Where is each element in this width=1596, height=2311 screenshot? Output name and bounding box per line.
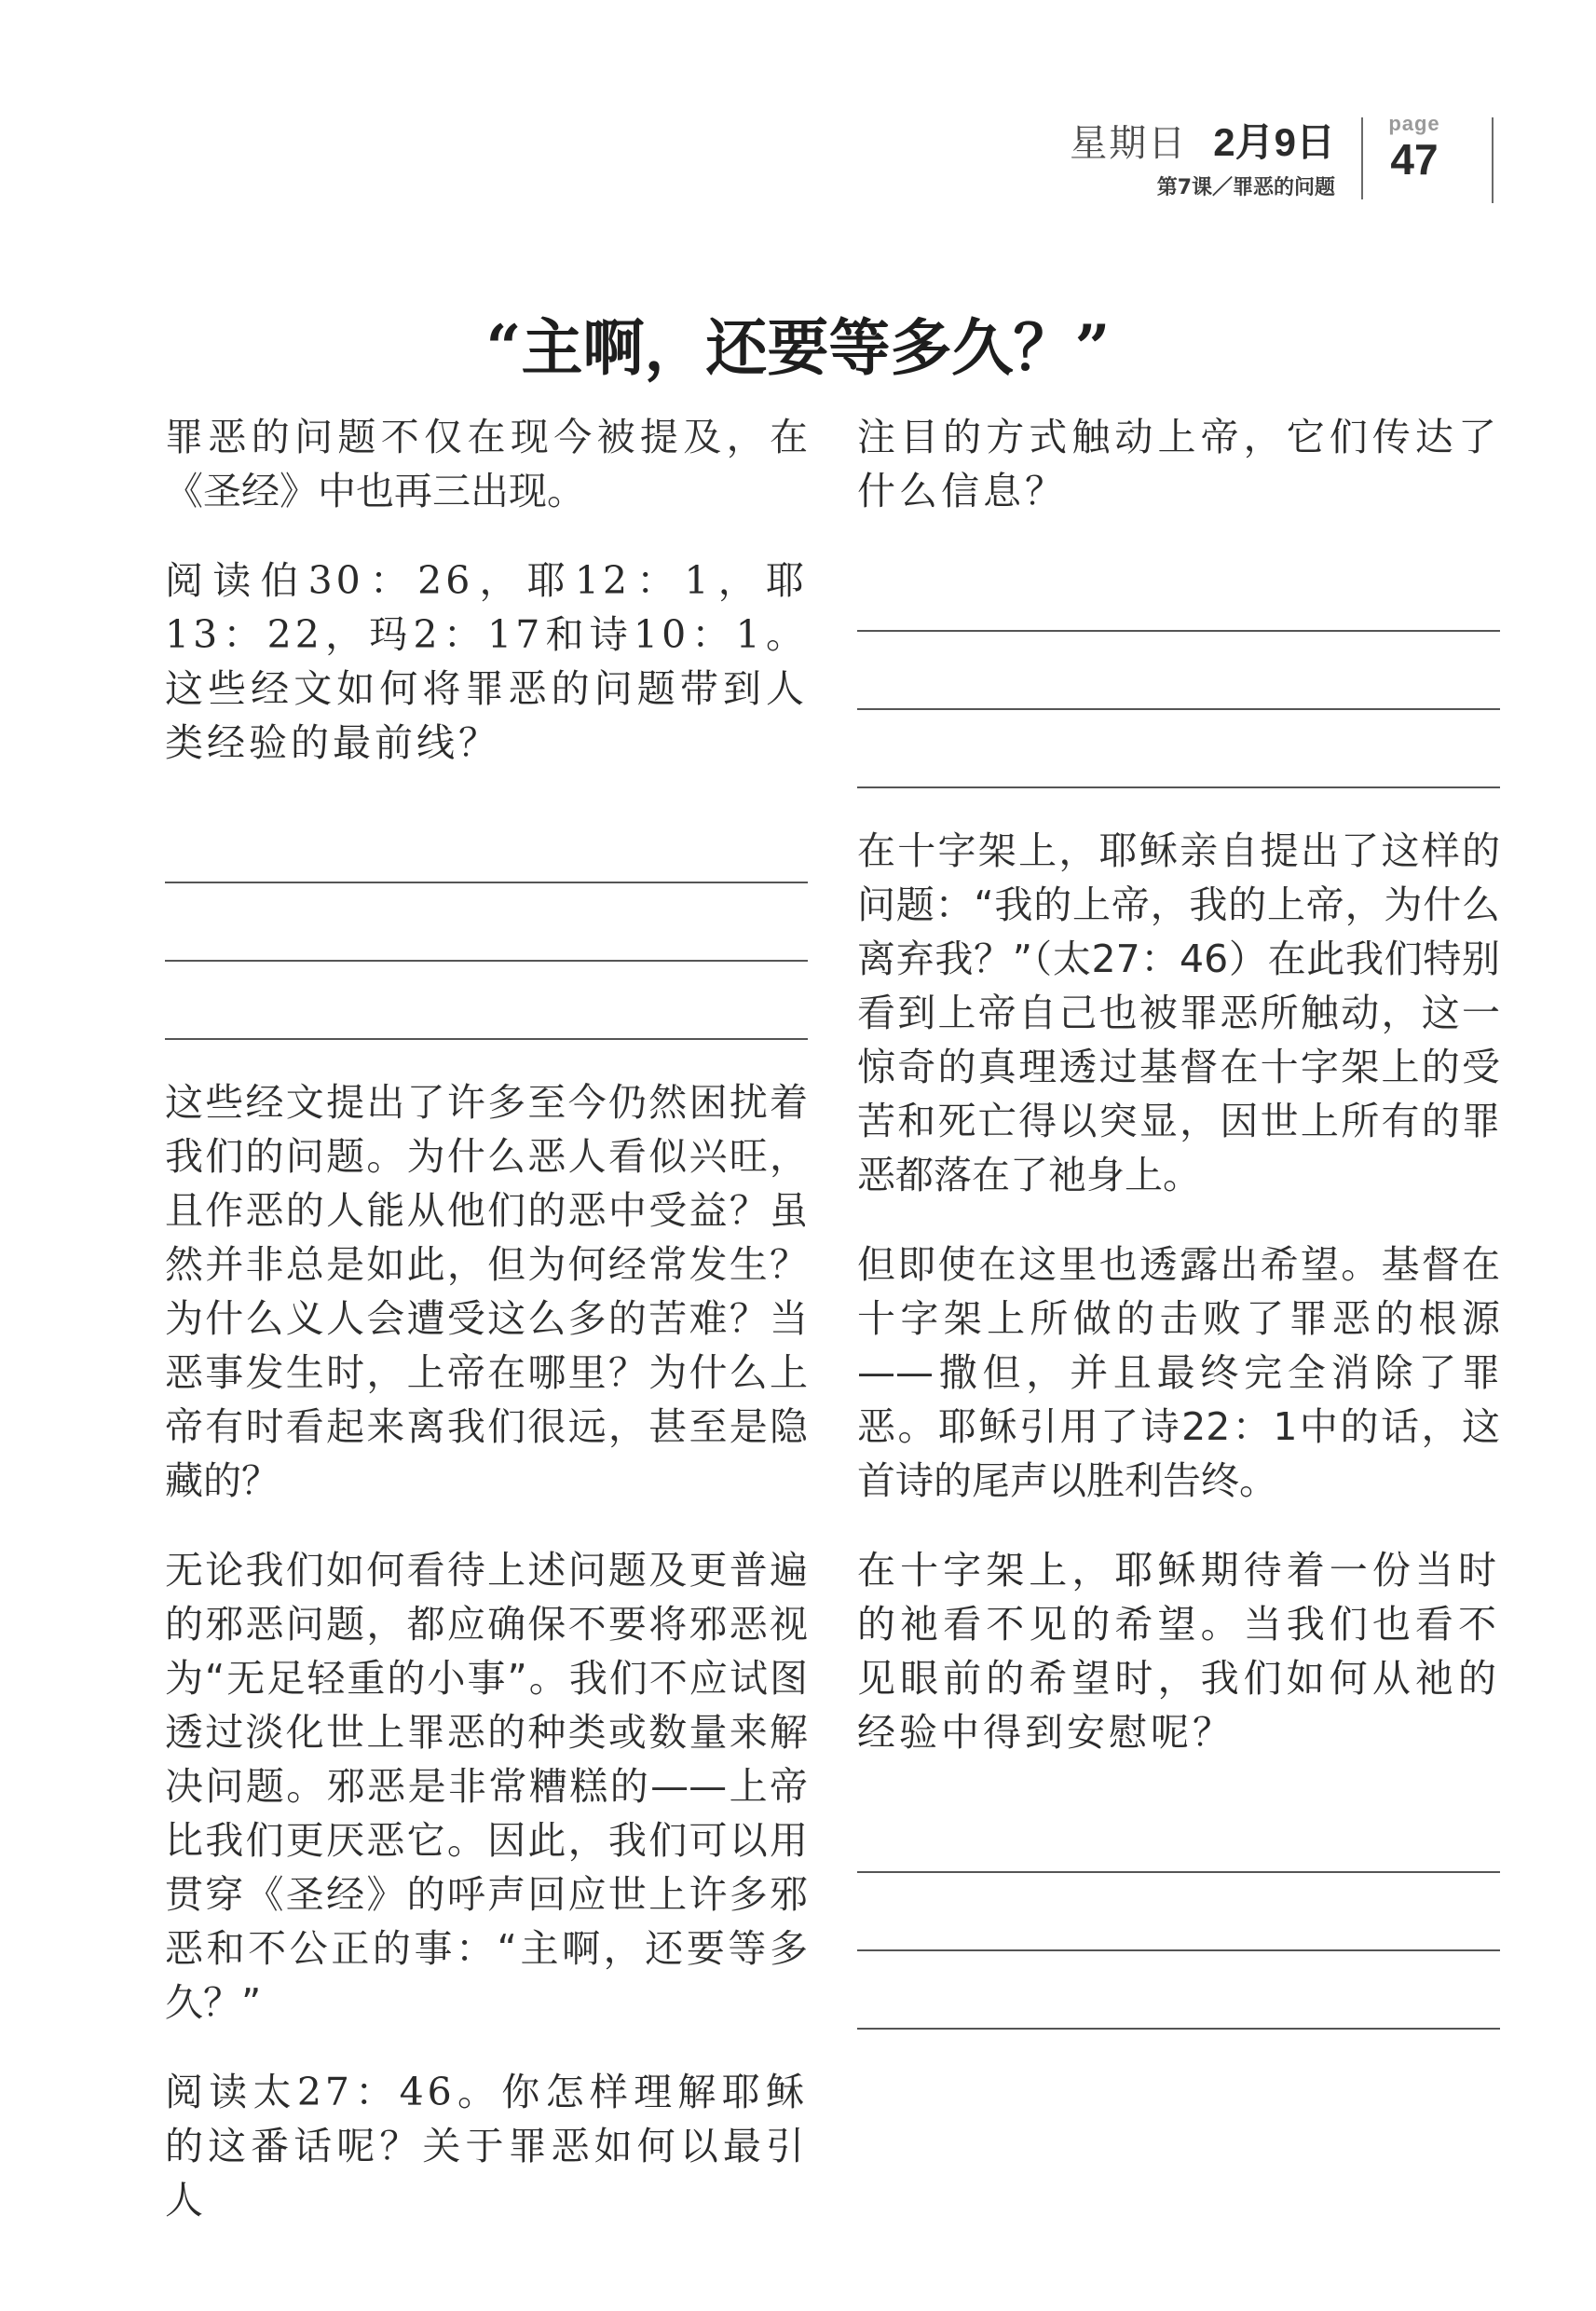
page-title: “主啊，还要等多久？” [485, 311, 1111, 384]
answer-line [165, 962, 808, 1040]
body-paragraph-4: 在十字架上，耶稣亲自提出了这样的问题：“我的上帝，我的上帝，为什么离弃我？”（太27：46）在此我们特别看到上帝自己也被罪恶所触动，这一惊奇的真理透过基督在十字架上的受苦和死亡得以突显，因世上所有的罪恶都落在了祂身上。 [857, 828, 1500, 1197]
header-lesson: 第7课／罪恶的问题 [1156, 176, 1335, 199]
left-column [165, 410, 808, 2263]
study-question-2-continued: 注目的方式触动上帝，它们传达了什么信息？ [857, 415, 1500, 513]
body-paragraph-5: 但即使在这里也透露出希望。基督在十字架上所做的击败了罪恶的根源——撒但，并且最终完全消除了罪恶。耶稣引用了诗22：1中的话，这首诗的尾声以胜利告终。 [857, 1242, 1500, 1503]
answer-line [165, 805, 808, 883]
page-number-block [1372, 112, 1456, 183]
header-date: 2月9日 [1213, 120, 1335, 164]
answer-line [857, 554, 1500, 632]
page-label: page [1388, 112, 1440, 135]
header-day: 星期日 [1070, 122, 1188, 165]
answer-lines-1 [165, 805, 808, 1040]
header-edge-rule [1492, 117, 1494, 203]
study-question-3: 在十字架上，耶稣期待着一份当时的祂看不见的希望。当我们也看不见眼前的希望时，我们如何从祂的经验中得到安慰呢？ [857, 1548, 1500, 1755]
answer-line [857, 1951, 1500, 2030]
body-paragraph-3: 无论我们如何看待上述问题及更普遍的邪恶问题，都应确保不要将邪恶视为“无足轻重的小事”。我们不应试图透过淡化世上罪恶的种类或数量来解决问题。邪恶是非常糟糕的——上帝比我们更厌恶它。因此，我们可以用贯穿《圣经》的呼声回应世上许多邪恶和不公正的事：“主啊，还要等多久？” [165, 1548, 808, 2025]
study-question-2: 阅读太27：46。你怎样理解耶稣的这番话呢？关于罪恶如何以最引人 [165, 2070, 808, 2222]
answer-lines-3 [857, 1795, 1500, 2030]
answer-line [857, 710, 1500, 788]
answer-line [857, 632, 1500, 710]
answer-line [165, 883, 808, 962]
header-date-block [1070, 112, 1335, 200]
study-question-1: 阅读伯30：26，耶12：1，耶13：22，玛2：17和诗10：1。这些经文如何将罪恶的问题带到人类经验的最前线？ [165, 558, 808, 765]
answer-lines-2 [857, 554, 1500, 788]
page-number: 47 [1390, 135, 1439, 184]
intro-paragraph: 罪恶的问题不仅在现今被提及，在《圣经》中也再三出现。 [165, 415, 808, 513]
answer-line [857, 1795, 1500, 1873]
header-divider [1361, 117, 1363, 199]
answer-line [857, 1873, 1500, 1951]
right-column [857, 410, 1500, 2065]
body-paragraph-2: 这些经文提出了许多至今仍然困扰着我们的问题。为什么恶人看似兴旺，且作恶的人能从他们的恶中受益？虽然并非总是如此，但为何经常发生？为什么义人会遭受这么多的苦难？当恶事发生时，上帝在哪里？为什么上帝有时看起来离我们很远，甚至是隐藏的？ [165, 1080, 808, 1503]
